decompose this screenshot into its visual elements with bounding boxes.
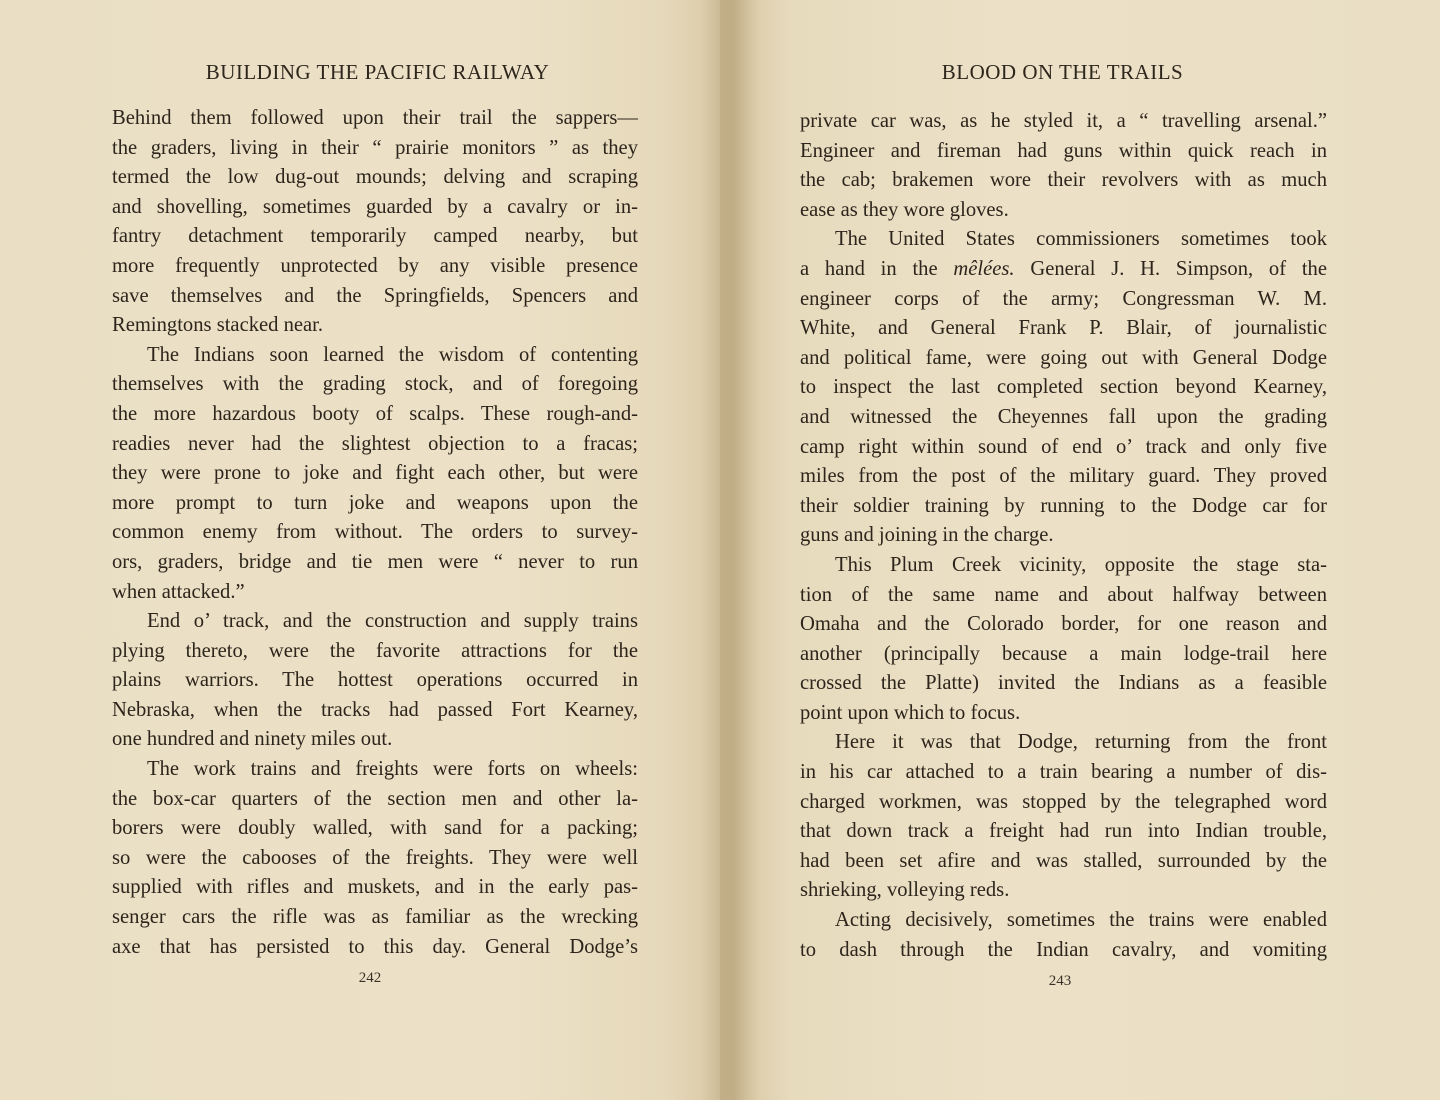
right-page-text: [800, 107, 1327, 965]
text-line: The work trains and freights were forts on wheels:: [147, 758, 638, 781]
text-fragment: General J. H. Simpson, of the: [1014, 257, 1327, 280]
text-line: borers were doubly walled, with sand for a packing;: [112, 817, 638, 840]
text-line: so were the cabooses of the freights. They were well: [112, 846, 638, 869]
text-line: shrieking, volleying reds.: [800, 879, 1010, 902]
text-line: the box-car quarters of the section men and other la-: [112, 787, 638, 810]
text-line: supplied with rifles and muskets, and in the early pas-: [112, 876, 638, 899]
text-line: save themselves and the Springfields, Spencers and: [112, 284, 638, 307]
text-line: another (principally because a main lodge-trail here: [800, 642, 1327, 665]
right-page: [720, 0, 1440, 1100]
text-line: in his car attached to a train bearing a number of dis-: [800, 761, 1327, 784]
text-line: ors, graders, bridge and tie men were “ never to run: [112, 550, 638, 573]
text-line: The Indians soon learned the wisdom of contenting: [147, 343, 638, 366]
text-line: the graders, living in their “ prairie monitors ” as they: [112, 136, 638, 159]
text-line: they were prone to joke and fight each other, but were: [112, 462, 638, 485]
text-line: the more hazardous booty of scalps. These rough-and-: [112, 402, 638, 425]
text-line: more frequently unprotected by any visible presence: [112, 254, 638, 277]
text-line: when attacked.”: [112, 580, 245, 603]
text-line: camp right within sound of end o’ track and only five: [800, 435, 1327, 458]
text-line: End o’ track, and the construction and supply trains: [147, 610, 638, 633]
text-line: fantry detachment temporarily camped nearby, but: [112, 225, 638, 248]
text-line: axe that has persisted to this day. General Dodge’s: [112, 935, 638, 958]
left-running-head: BUILDING THE PACIFIC RAILWAY: [205, 60, 550, 84]
text-line: point upon which to focus.: [800, 701, 1021, 724]
text-line: [800, 255, 1327, 285]
text-line: miles from the post of the military guard. They proved: [800, 465, 1327, 488]
right-running-head: BLOOD ON THE TRAILS: [941, 60, 1184, 84]
text-line: Nebraska, when the tracks had passed Fort Kearney,: [112, 698, 638, 721]
text-line: the cab; brakemen wore their revolvers with as much: [800, 169, 1327, 192]
text-line: and witnessed the Cheyennes fall upon the grading: [800, 405, 1327, 428]
right-page-number: 243: [1048, 973, 1072, 989]
text-line: Here it was that Dodge, returning from the front: [835, 731, 1327, 754]
text-line: The United States commissioners sometimes took: [835, 228, 1327, 251]
text-line: termed the low dug-out mounds; delving and scraping: [112, 166, 638, 189]
text-line: more prompt to turn joke and weapons upon the: [112, 491, 638, 514]
text-line: that down track a freight had run into Indian trouble,: [800, 820, 1327, 843]
text-line: plains warriors. The hottest operations occurred in: [112, 669, 638, 692]
text-line: White, and General Frank P. Blair, of journalistic: [800, 317, 1327, 340]
text-line: Behind them followed upon their trail the sappers—: [112, 107, 638, 129]
italic-term: mêlées.: [953, 257, 1015, 280]
text-line: Remingtons stacked near.: [112, 314, 324, 337]
text-fragment: a hand in the: [800, 257, 954, 280]
text-line: charged workmen, was stopped by the telegraphed word: [800, 790, 1327, 813]
text-line: one hundred and ninety miles out.: [112, 728, 393, 751]
text-line: their soldier training by running to the Dodge car for: [800, 494, 1327, 517]
text-line: themselves with the grading stock, and of foregoing: [112, 373, 638, 396]
text-line: senger cars the rifle was as familiar as the wrecking: [112, 906, 638, 929]
text-line: ease as they wore gloves.: [800, 198, 1009, 221]
text-line: plying thereto, were the favorite attractions for the: [112, 639, 638, 662]
text-line: to inspect the last completed section beyond Kearney,: [800, 376, 1327, 399]
text-line: had been set afire and was stalled, surrounded by the: [800, 849, 1327, 872]
left-page-number: 242: [358, 970, 382, 986]
text-line: crossed the Platte) invited the Indians as a feasible: [800, 672, 1327, 695]
text-line: Acting decisively, sometimes the trains were enabled: [835, 909, 1327, 932]
text-line: common enemy from without. The orders to survey-: [112, 521, 638, 544]
text-line: and political fame, were going out with General Dodge: [800, 346, 1327, 369]
text-line: guns and joining in the charge.: [800, 524, 1054, 547]
text-line: Omaha and the Colorado border, for one reason and: [800, 613, 1327, 636]
text-line: engineer corps of the army; Congressman W. M.: [800, 287, 1327, 310]
text-line: to dash through the Indian cavalry, and vomiting: [800, 938, 1327, 961]
text-line: and shovelling, sometimes guarded by a cavalry or in-: [112, 195, 638, 218]
text-line: readies never had the slightest objection to a fracas;: [112, 432, 638, 455]
text-line: Engineer and fireman had guns within quick reach in: [800, 139, 1327, 162]
text-line: tion of the same name and about halfway between: [800, 583, 1327, 606]
text-line: private car was, as he styled it, a “ travelling arsenal.”: [800, 110, 1327, 132]
left-page-text: [112, 104, 638, 962]
text-line: This Plum Creek vicinity, opposite the stage sta-: [835, 553, 1327, 576]
